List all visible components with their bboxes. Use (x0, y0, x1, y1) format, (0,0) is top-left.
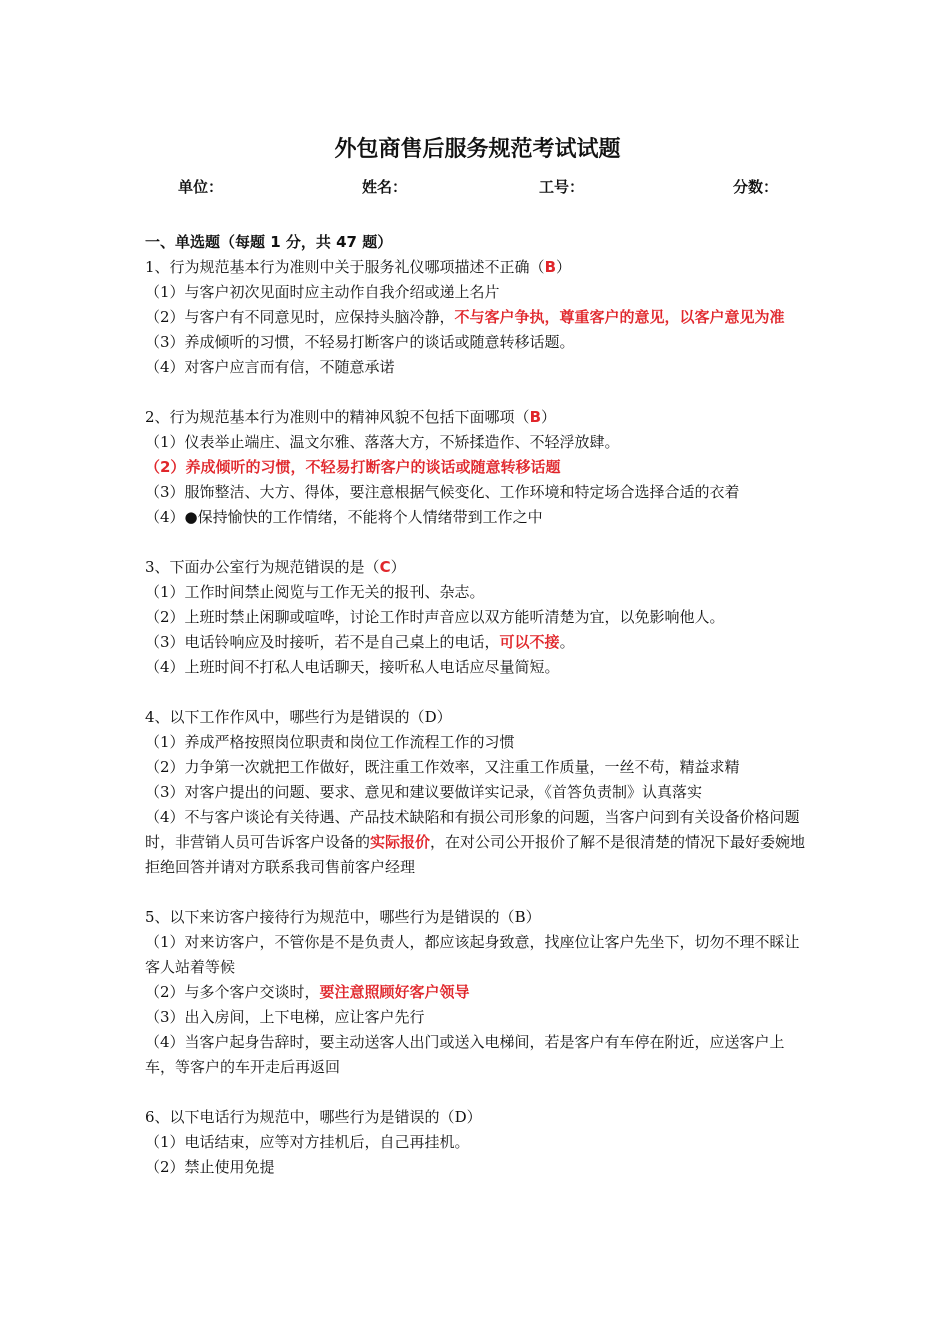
answer-option (145, 1155, 810, 1180)
question-block (145, 905, 810, 1080)
answer-key: B (544, 258, 556, 276)
field-unit: 单位： (178, 178, 224, 196)
answer-option (145, 1030, 810, 1080)
question-block (145, 1105, 810, 1180)
option-text: （4）对客户应言而有信，不随意承诺 (145, 358, 395, 376)
answer-option (145, 280, 810, 305)
option-text: （4）上班时间不打私人电话聊天，接听私人电话应尽量简短。 (145, 658, 560, 676)
option-text: ，在对公司公开报价了解不是很清楚的情况下最好委婉地拒绝回答并请对方联系我司售前客户经理 (145, 833, 806, 876)
answer-option (145, 755, 810, 780)
highlighted-text: 实际报价 (370, 833, 431, 851)
answer-option (145, 930, 810, 980)
answer-option (145, 780, 810, 805)
option-text: （2）力争第一次就把工作做好，既注重工作效率，又注重工作质量，一丝不苟，精益求精 (145, 758, 740, 776)
answer-option (145, 805, 810, 880)
question-text: 2、行为规范基本行为准则中的精神风貌不包括下面哪项 (145, 408, 515, 426)
field-score: 分数： (733, 178, 779, 196)
answer-key: D (454, 1108, 467, 1126)
field-employee-id: 工号： (539, 178, 585, 196)
option-text: （4）当客户起身告辞时，要主动送客人出门或送入电梯间，若是客户有车停在附近，应送客户上车，等客户的车开走后再返回 (145, 1033, 785, 1076)
question-stem: 5、以下来访客户接待行为规范中，哪些行为是错误的（B） (145, 908, 541, 926)
option-text: （4）●保持愉快的工作情绪，不能将个人情绪带到工作之中 (145, 508, 543, 526)
highlighted-text: 养成倾听的习惯，不轻易打断客户的谈话或随意转移话题 (185, 458, 561, 476)
highlighted-text: 不与客户争执，尊重客户的意见，以客户意见为准 (454, 308, 785, 326)
answer-key: B (514, 908, 526, 926)
question-block (145, 405, 810, 530)
answer-option (145, 655, 810, 680)
highlighted-text: 可以不接 (499, 633, 560, 651)
option-text: （2）与多个客户交谈时， (145, 983, 320, 1001)
option-text: （1）与客户初次见面时应主动作自我介绍或递上名片 (145, 283, 500, 301)
option-text: （1）仪表举止端庄、温文尔雅、落落大方，不矫揉造作、不轻浮放肆。 (145, 433, 620, 451)
question-stem: 4、以下工作作风中，哪些行为是错误的（D） (145, 708, 452, 726)
option-text: （2）与客户有不同意见时，应保持头脑冷静， (145, 308, 455, 326)
section-heading: 一、单选题（每题 1 分，共 47 题） (145, 233, 393, 251)
answer-option (145, 505, 810, 530)
option-text: （3）出入房间，上下电梯，应让客户先行 (145, 1008, 425, 1026)
answer-option (145, 430, 810, 455)
option-text: （3）养成倾听的习惯，不轻易打断客户的谈话或随意转移话题。 (145, 333, 575, 351)
answer-option (145, 1130, 810, 1155)
question-block (145, 555, 810, 680)
option-text: （3）服饰整洁、大方、得体，要注意根据气候变化、工作环境和特定场合选择合适的衣着 (145, 483, 740, 501)
option-text: （4）不与客户谈论有关待遇、产品技术缺陷和有损公司形象的问题，当客户问到有关设备价格问题时，非营销人员可告诉客户设备的 (145, 808, 800, 851)
answer-option (145, 730, 810, 755)
answer-option (145, 580, 810, 605)
answer-option (145, 455, 810, 480)
question-text: 5、以下来访客户接待行为规范中，哪些行为是错误的 (145, 908, 500, 926)
option-text: 。 (559, 633, 575, 651)
option-text: （1）对来访客户，不管你是不是负责人，都应该起身致意，找座位让客户先坐下，切勿不理不睬让客人站着等候 (145, 933, 800, 976)
exam-page (145, 130, 810, 1205)
highlighted-text: （2） (145, 458, 186, 476)
question-text: 6、以下电话行为规范中，哪些行为是错误的 (145, 1108, 440, 1126)
answer-key: C (379, 558, 391, 576)
field-name: 姓名： (362, 178, 408, 196)
candidate-info-row (145, 174, 810, 200)
exam-title: 外包商售后服务规范考试试题 (334, 137, 621, 162)
question-stem: 6、以下电话行为规范中，哪些行为是错误的（D） (145, 1108, 482, 1126)
question-list (145, 255, 810, 1180)
question-stem: 2、行为规范基本行为准则中的精神风貌不包括下面哪项（B） (145, 408, 557, 426)
answer-key: B (529, 408, 541, 426)
question-block (145, 705, 810, 880)
option-text: （3）电话铃响应及时接听，若不是自己桌上的电话， (145, 633, 500, 651)
answer-option (145, 605, 810, 630)
question-text: 4、以下工作作风中，哪些行为是错误的 (145, 708, 410, 726)
question-stem: 3、下面办公室行为规范错误的是（C） (145, 558, 406, 576)
highlighted-text: 要注意照顾好客户领导 (319, 983, 470, 1001)
question-stem: 1、行为规范基本行为准则中关于服务礼仪哪项描述不正确（B） (145, 258, 572, 276)
answer-option (145, 355, 810, 380)
answer-option (145, 305, 810, 330)
option-text: （1）养成严格按照岗位职责和岗位工作流程工作的习惯 (145, 733, 515, 751)
option-text: （1）电话结束，应等对方挂机后，自己再挂机。 (145, 1133, 470, 1151)
answer-option (145, 1005, 810, 1030)
answer-option (145, 980, 810, 1005)
question-text: 1、行为规范基本行为准则中关于服务礼仪哪项描述不正确 (145, 258, 530, 276)
option-text: （3）对客户提出的问题、要求、意见和建议要做详实记录，《首答负责制》认真落实 (145, 783, 703, 801)
question-block (145, 255, 810, 380)
option-text: （2）上班时禁止闲聊或喧哗，讨论工作时声音应以双方能听清楚为宜，以免影响他人。 (145, 608, 725, 626)
question-text: 3、下面办公室行为规范错误的是 (145, 558, 365, 576)
answer-option (145, 480, 810, 505)
option-text: （1）工作时间禁止阅览与工作无关的报刊、杂志。 (145, 583, 485, 601)
answer-key: D (424, 708, 437, 726)
option-text: （2）禁止使用免提 (145, 1158, 275, 1176)
answer-option (145, 330, 810, 355)
answer-option (145, 630, 810, 655)
